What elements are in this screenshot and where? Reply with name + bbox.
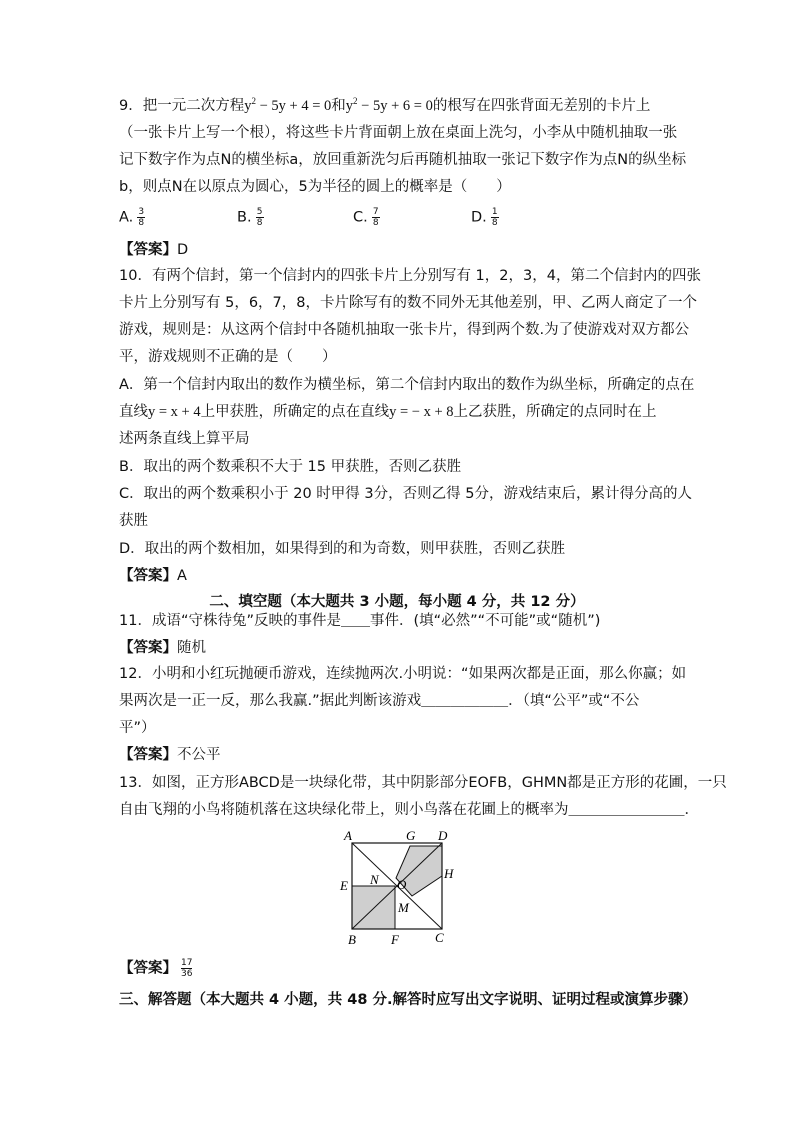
q10-line-3: 游戏，规则是：从这两个信封中各随机抽取一张卡片，得到两个数.为了使游戏对双方都公 <box>119 322 690 338</box>
section-heading-solutions: 三、解答题（本大题共 4 小题，共 48 分.解答时应写出文字说明、证明过程或演算步骤） <box>119 992 697 1008</box>
q12-line-2: 果两次是一正一反，那么我赢.”据此判断该游戏＿＿＿＿＿＿．（填“公平”或“不公 <box>119 693 640 709</box>
q12-line-1: 12．小明和小红玩抛硬币游戏，连续抛两次.小明说：“如果两次都是正面，那么你赢；如 <box>119 666 687 682</box>
q9-option-c: C. $\frac{7}{8}$ <box>353 207 379 228</box>
answer-label: 【答案】 <box>119 640 177 656</box>
label-e: E <box>340 878 348 893</box>
q9-option-d: D. $\frac{1}{8}$ <box>471 207 498 228</box>
q9-line-1 <box>119 96 650 116</box>
q10-line-2: 卡片上分别写有 5，6，7，8，卡片除写有的数不同外无其他差别，甲、乙两人商定了一个 <box>119 295 698 311</box>
label-d: D <box>438 828 448 843</box>
q10-option-c-line-2: 获胜 <box>119 513 148 529</box>
label-o: O <box>397 877 407 892</box>
q10-option-d: D．取出的两个数相加，如果得到的和为奇数，则甲获胜，否则乙获胜 <box>119 541 566 557</box>
answer-value: 不公平 <box>177 747 221 763</box>
label-g: G <box>406 828 416 843</box>
q9-line-2: （一张卡片上写一个根），将这些卡片背面朝上放在桌面上洗匀，小李从中随机抽取一张 <box>119 125 678 141</box>
answer-value: 随机 <box>177 640 206 656</box>
label-c: C <box>435 930 444 945</box>
q13-line-1: 13．如图，正方形ABCD是一块绿化带，其中阴影部分EOFB，GHMN都是正方形的花圃，一只 <box>119 775 727 791</box>
q9-eq1: $y^2 - 5y + 4 = 0$ <box>244 96 332 114</box>
q12-answer <box>119 745 221 765</box>
q9-intro: 9．把一元二次方程 <box>119 98 245 114</box>
q9-and: 和 <box>331 98 346 114</box>
answer-label: 【答案】 <box>119 242 177 258</box>
label-h: H <box>444 866 454 881</box>
q9-line1-tail: 的根写在四张背面无差别的卡片上 <box>432 98 651 114</box>
q10-option-a-line-1: A．第一个信封内取出的数作为横坐标，第二个信封内取出的数作为纵坐标，所确定的点在 <box>119 377 695 393</box>
answer-label: 【答案】 <box>119 960 177 977</box>
q10-option-a-line-3: 述两条直线上算平局 <box>119 431 250 447</box>
q9-line-3: 记下数字作为点N的横坐标a，放回重新洗匀后再随机抽取一张记下数字作为点N的纵坐标 <box>119 152 687 168</box>
q13-line-2: 自由飞翔的小鸟将随机落在这块绿化带上，则小鸟落在花圃上的概率为＿＿＿＿＿＿＿＿． <box>119 802 699 818</box>
label-b: B <box>348 932 356 947</box>
section-heading-fill-in: 二、填空题（本大题共 3 小题，每小题 4 分，共 12 分） <box>209 594 585 610</box>
label-m: M <box>398 900 409 915</box>
answer-value: D <box>177 242 189 258</box>
q13-figure <box>332 826 462 952</box>
q9-answer <box>119 240 188 260</box>
q11-answer <box>119 638 206 658</box>
label-n: N <box>370 872 379 887</box>
answer-label: 【答案】 <box>119 568 177 584</box>
q10-option-b: B．取出的两个数乘积不大于 15 甲获胜，否则乙获胜 <box>119 459 462 475</box>
label-f: F <box>391 932 399 947</box>
answer-fraction: $\frac{17}{36}$ <box>181 958 193 979</box>
label-a: A <box>344 828 352 843</box>
q10-option-a-line-2: 直线y = x + 4上甲获胜，所确定的点在直线y = − x + 8上乙获胜，所确定的点同时在上 <box>119 404 657 420</box>
answer-label: 【答案】 <box>119 747 177 763</box>
q10-line-1: 10．有两个信封，第一个信封内的四张卡片上分别写有 1，2，3，4，第二个信封内的四张 <box>119 268 701 284</box>
q9-line-4: b，则点N在以原点为圆心，5为半径的圆上的概率是（ ） <box>119 179 511 195</box>
q10-answer <box>119 566 187 586</box>
q10-line-4: 平，游戏规则不正确的是（ ） <box>119 349 337 365</box>
q9-option-b: B. $\frac{5}{8}$ <box>237 207 263 228</box>
q12-line-3: 平”） <box>119 720 156 736</box>
q13-answer <box>119 958 192 984</box>
q9-option-a: A. $\frac{3}{8}$ <box>119 207 145 228</box>
q11-line-1: 11．成语“守株待兔”反映的事件是＿＿事件．(填“必然”“不可能”或“随机”) <box>119 613 601 629</box>
q9-eq2: $y^2 - 5y + 6 = 0$ <box>345 96 433 114</box>
q10-option-c-line-1: C．取出的两个数乘积小于 20 时甲得 3分，否则乙得 5分，游戏结束后，累计得分高的人 <box>119 486 692 502</box>
answer-value: A <box>177 568 187 584</box>
